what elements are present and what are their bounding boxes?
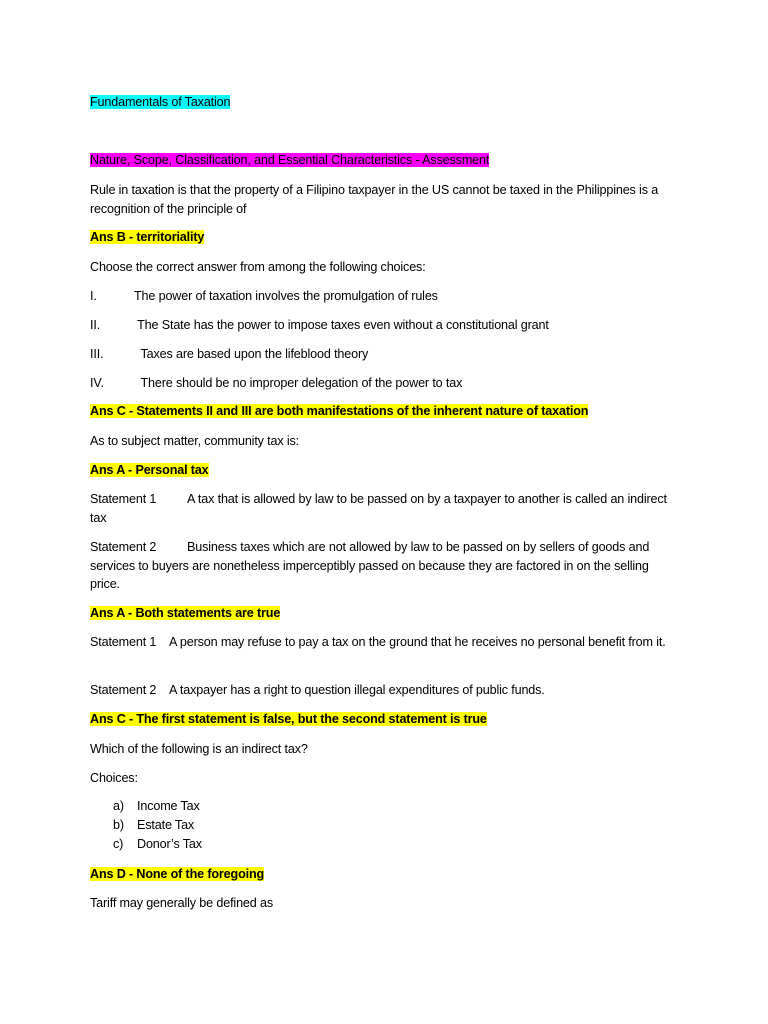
list-item xyxy=(90,316,549,335)
choice-letter: a) xyxy=(113,799,124,813)
statement-label: Statement 1 xyxy=(90,492,157,506)
list-item-number: I. xyxy=(90,289,97,303)
statement-label: Statement 2 xyxy=(90,540,157,554)
list-item xyxy=(90,797,200,816)
list-item-number: III. xyxy=(90,347,104,361)
list-item xyxy=(90,835,202,854)
list-item-number: IV. xyxy=(90,376,104,390)
statement-1 xyxy=(90,633,680,652)
document-title: Fundamentals of Taxation xyxy=(90,95,231,109)
answer-6: Ans D - None of the foregoing xyxy=(90,867,265,881)
answer-2: Ans C - Statements II and III are both manifestations of the inherent nature of taxation xyxy=(90,404,589,418)
list-item xyxy=(90,287,438,306)
statement-text: A person may refuse to pay a tax on the ground that he receives no personal benefit from it. xyxy=(169,635,666,649)
statement-text: A tax that is allowed by law to be passed on by a taxpayer to another is called an indirect tax xyxy=(90,492,667,525)
statement-text: A taxpayer has a right to question illegal expenditures of public funds. xyxy=(169,683,545,697)
list-item-text: There should be no improper delegation of the power to tax xyxy=(134,376,463,390)
list-item-number: II. xyxy=(90,318,101,332)
choice-text: Donor’s Tax xyxy=(137,837,202,851)
section-title: Nature, Scope, Classification, and Essential Characteristics - Assessment xyxy=(90,153,490,167)
list-item xyxy=(90,374,462,393)
choice-letter: c) xyxy=(113,837,124,851)
list-item-text: The State has the power to impose taxes even without a constitutional grant xyxy=(134,318,549,332)
answer-3: Ans A - Personal tax xyxy=(90,463,209,477)
statement-2 xyxy=(90,681,545,700)
question-3: As to subject matter, community tax is: xyxy=(90,434,300,448)
question-2: Choose the correct answer from among the following choices: xyxy=(90,260,426,274)
statement-text: Business taxes which are not allowed by law to be passed on by sellers of goods and services to buyers are nonetheless imperceptibly passed on because they are factored in on the selling price. xyxy=(90,540,650,591)
choice-letter: b) xyxy=(113,818,124,832)
statement-label: Statement 2 xyxy=(90,683,157,697)
list-item-text: Taxes are based upon the lifeblood theory xyxy=(134,347,369,361)
list-item xyxy=(90,816,194,835)
question-7: Tariff may generally be defined as xyxy=(90,896,273,910)
answer-5: Ans C - The first statement is false, but the second statement is true xyxy=(90,712,487,726)
question-1: Rule in taxation is that the property of a Filipino taxpayer in the US cannot be taxed in the Philippines is a recognition of the principle of xyxy=(90,183,659,216)
question-6: Which of the following is an indirect tax? xyxy=(90,742,308,756)
choices-label: Choices: xyxy=(90,771,138,785)
answer-4: Ans A - Both statements are true xyxy=(90,606,281,620)
list-item-text: The power of taxation involves the promulgation of rules xyxy=(134,289,438,303)
statement-label: Statement 1 xyxy=(90,635,157,649)
statement-2 xyxy=(90,538,680,594)
list-item xyxy=(90,345,368,364)
choice-text: Estate Tax xyxy=(137,818,195,832)
answer-1: Ans B - territoriality xyxy=(90,230,205,244)
statement-1 xyxy=(90,490,680,527)
choice-text: Income Tax xyxy=(137,799,200,813)
